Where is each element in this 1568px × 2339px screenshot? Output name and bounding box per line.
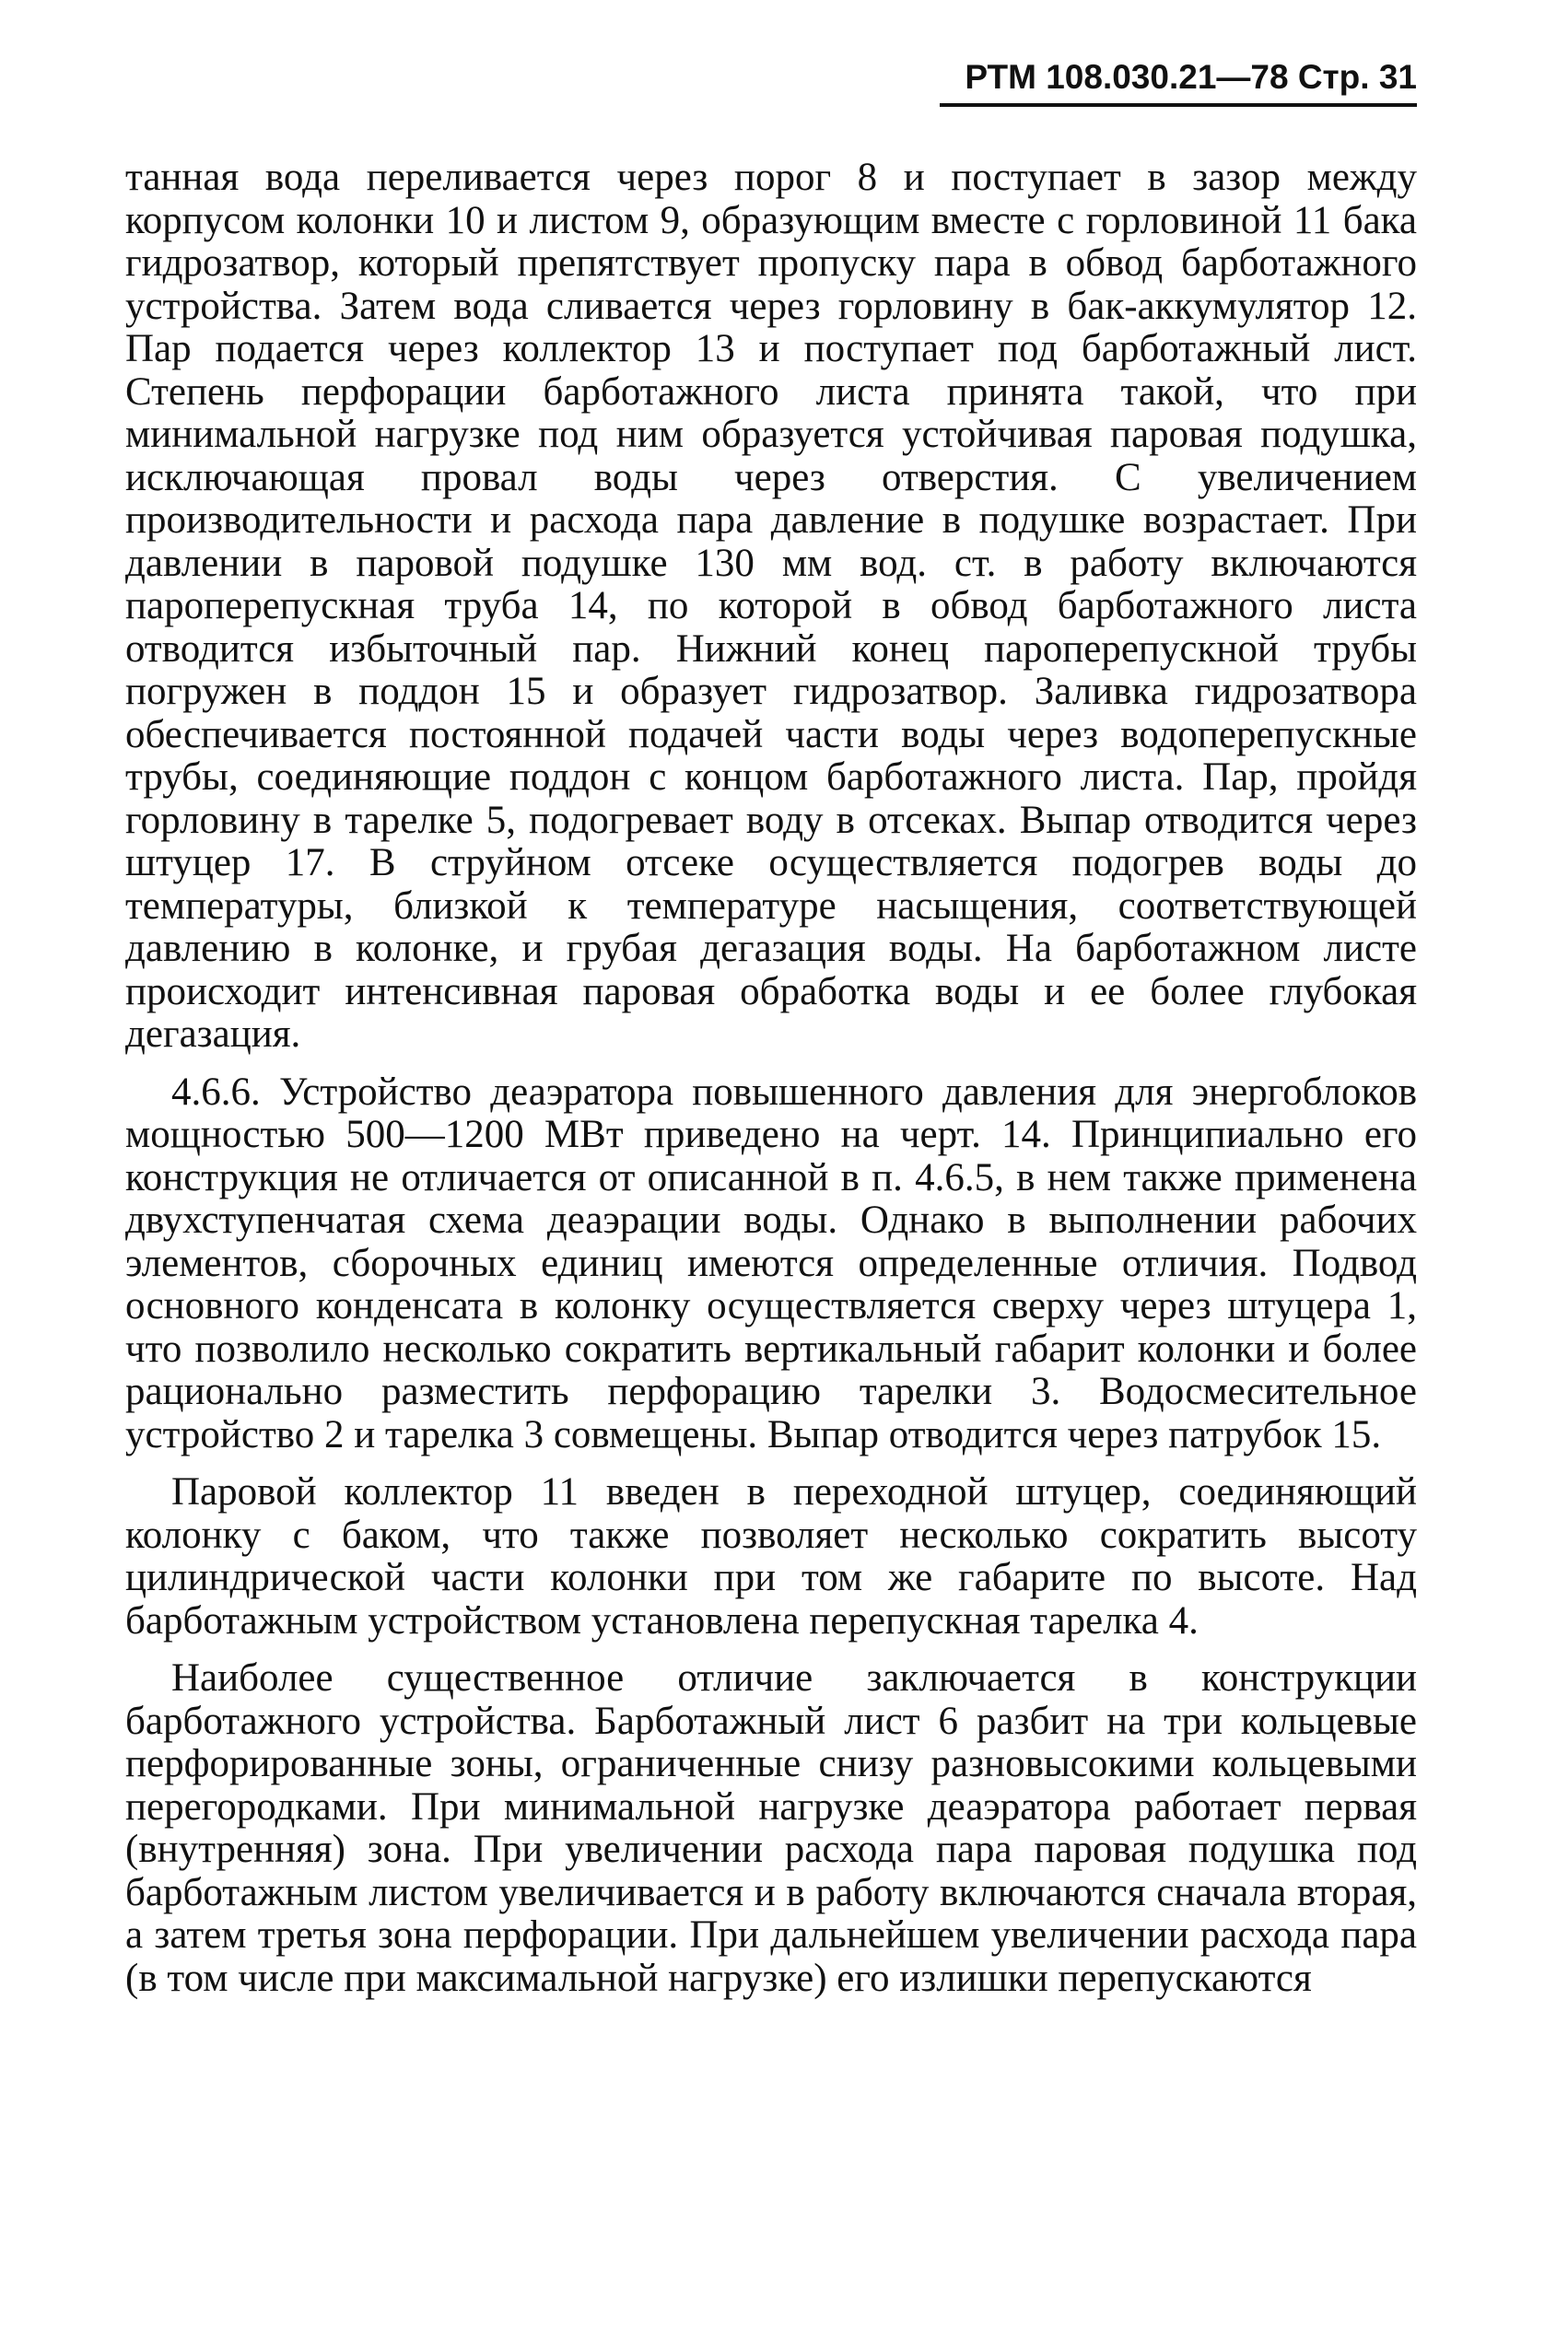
paragraph-continuation: танная вода переливается через порог 8 и поступает в зазор между корпусом колонки 10 и листом 9, образующим вместе с горловиной 11 бака гидрозатвор, который препятствует пропуску пара в обвод барботажного устройства. Затем вода сливается через горловину в бак-аккумулятор 12. Пар подается через коллектор 13 и поступает под барботажный лист. Степень перфорации барботажного листа принята такой, что при минимальной нагрузке под ним образуется устойчивая паровая подушка, исключающая провал воды через отверстия. С увеличением производительности и расхода пара давление в подушке возрастает. При давлении в паровой подушке 130 мм вод. ст. в работу включаются пароперепускная труба 14, по которой в обвод барботажного листа отводится избыточный пар. Нижний конец пароперепускной трубы погружен в поддон 15 и образует гидрозатвор. Заливка гидрозатвора обеспечивается постоянной подачей части воды через водоперепускные трубы, соединяющие поддон с концом барботажного листа. Пар, пройдя горловину в тарелке 5, подогревает воду в отсеках. Выпар отводится через штуцер 17. В струйном отсеке осуществляется подогрев воды до температуры, близкой к температуре насыщения, соответствующей давлению в колонке, и грубая дегазация воды. На барботажном листе происходит интенсивная паровая обработка воды и ее более глубокая дегазация. xyxy=(125,156,1417,1056)
paragraph-steam-collector: Паровой коллектор 11 введен в переходной штуцер, соединяющий колонку с баком, что также позволяет несколько сократить высоту цилиндрической части колонки при том же габарите по высоте. Над барботажным устройством установлена перепускная тарелка 4. xyxy=(125,1470,1417,1643)
running-title: РТМ 108.030.21—78 Стр. 31 xyxy=(965,58,1417,96)
paragraph-bubbling-device: Наиболее существенное отличие заключается в конструкции барботажного устройства. Барботажный лист 6 разбит на три кольцевые перфорированные зоны, ограниченные снизу разновысокими кольцевыми перегородками. При минимальной нагрузке деаэратора работает первая (внутренняя) зона. При увеличении расхода пара паровая подушка под барботажным листом увеличивается и в работу включаются сначала вторая, а затем третья зона перфорации. При дальнейшем увеличении расхода пара (в том числе при максимальной нагрузке) его излишки перепускаются xyxy=(125,1656,1417,2000)
paragraph-4-6-6: 4.6.6. Устройство деаэратора повышенного давления для энергоблоков мощностью 500—1200 МВт приведено на черт. 14. Принципиально его конструкция не отличается от описанной в п. 4.6.5, в нем также применена двухступенчатая схема деаэрации воды. Однако в выполнении рабочих элементов, сборочных единиц имеются определенные отличия. Подвод основного конденсата в колонку осуществляется сверху через штуцера 1, что позволило несколько сократить вертикальный габарит колонки и более рационально разместить перфорацию тарелки 3. Водосмесительное устройство 2 и тарелка 3 совмещены. Выпар отводится через патрубок 15. xyxy=(125,1070,1417,1456)
document-body xyxy=(125,157,1417,2000)
page-header xyxy=(940,57,1417,107)
